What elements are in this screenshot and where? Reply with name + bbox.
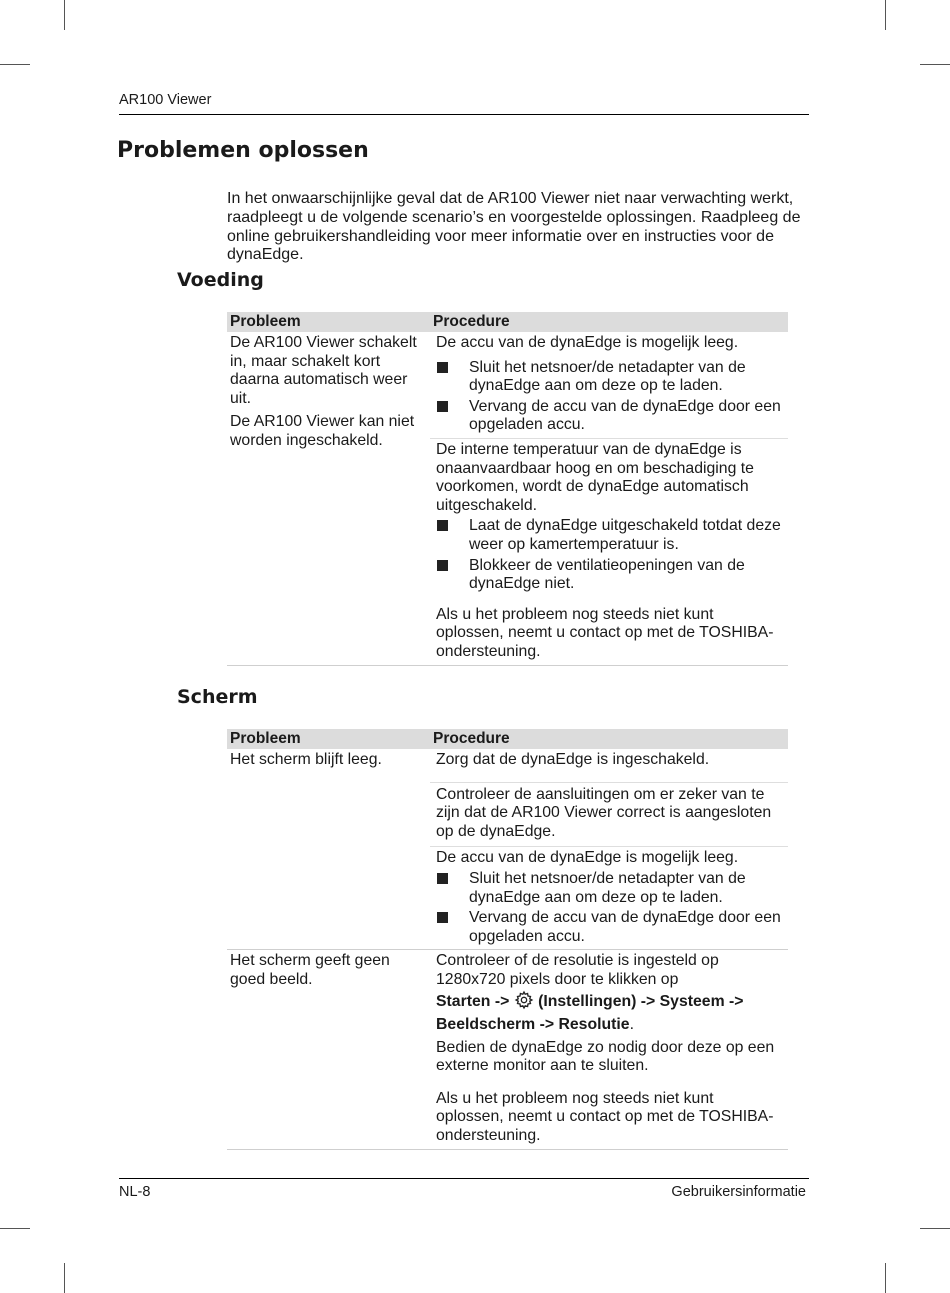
problem-cell [227, 332, 430, 665]
list-item [436, 398, 782, 435]
problem-text: Het scherm blijft leeg. [230, 751, 382, 768]
list-item-text: Blokkeer de ventilatieopeningen van de dynaEdge niet. [469, 556, 745, 593]
square-bullet-icon [437, 520, 448, 531]
square-bullet-icon [437, 560, 448, 571]
list-item [436, 909, 782, 946]
procedure-text: Zorg dat de dynaEdge is ingeschakeld. [436, 751, 710, 768]
list-item-text: Vervang de accu van de dynaEdge door een opgeladen accu. [469, 909, 781, 945]
problem-text: Het scherm geeft geen goed beeld. [230, 952, 390, 988]
list-item [436, 359, 782, 396]
section-heading-voeding: Voeding [177, 269, 264, 291]
crop-mark [64, 1263, 65, 1293]
intro-text: In het onwaarschijnlijke geval dat de AR100 Viewer niet naar verwachting werkt, raadpleegt u de volgende scenario’s en voorgestelde oplossingen. Raadpleeg de online gebruikershandleiding voor meer informatie over en instructies voor de dynaEdge. [227, 190, 801, 264]
list-item-text: Sluit het netsnoer/de netadapter van de dynaEdge aan om deze op te laden. [469, 358, 746, 395]
path-period: . [629, 1015, 634, 1033]
square-bullet-icon [437, 873, 448, 884]
running-header: AR100 Viewer [119, 92, 212, 108]
path-end: Beeldscherm -> Resolutie [436, 1015, 630, 1033]
table-header [227, 729, 788, 749]
column-header-procedure: Procedure [433, 313, 510, 330]
column-header-problem: Probleem [230, 313, 301, 330]
problem-text: De AR100 Viewer kan niet worden ingeschakeld. [230, 413, 415, 449]
contact-text: Als u het probleem nog steeds niet kunt oplossen, neemt u contact op met de TOSHIBA-ondersteuning. [436, 1089, 774, 1144]
voeding-table [227, 312, 788, 666]
table-header [227, 312, 788, 332]
section-heading-scherm: Scherm [177, 686, 258, 708]
procedure-text: Bedien de dynaEdge zo nodig door deze op een externe monitor aan te sluiten. [436, 1038, 775, 1075]
procedure-text: De interne temperatuur van de dynaEdge is onaanvaardbaar hoog en om beschadiging te voorkomen, wordt de dynaEdge automatisch uitgeschakeld. [436, 440, 754, 514]
footer-rule [119, 1178, 809, 1179]
procedure-text: De accu van de dynaEdge is mogelijk leeg. [436, 849, 739, 867]
procedure-text: Controleer de aansluitingen om er zeker van te zijn dat de AR100 Viewer correct is aangesloten op de dynaEdge. [436, 785, 772, 840]
procedure-cell [430, 847, 788, 949]
procedure-cell [430, 749, 788, 783]
list-item-text: Sluit het netsnoer/de netadapter van de dynaEdge aan om deze op te laden. [469, 869, 746, 906]
procedure-cell [430, 332, 788, 439]
crop-mark [885, 0, 886, 30]
bullet-list [436, 870, 782, 946]
page-number: NL-8 [119, 1184, 151, 1200]
header-rule [119, 114, 809, 115]
table-row [227, 332, 788, 666]
intro-paragraph [227, 190, 807, 265]
list-item [436, 517, 782, 554]
list-item [436, 870, 782, 907]
bullet-list [436, 359, 782, 435]
procedure-cell [430, 950, 788, 1148]
problem-text: De AR100 Viewer schakelt in, maar schakelt kort daarna automatisch weer uit. [230, 334, 417, 407]
procedure-cell [430, 783, 788, 848]
procedure-cells [430, 749, 788, 949]
crop-mark [920, 1228, 950, 1229]
crop-mark [64, 0, 65, 30]
settings-path [436, 990, 782, 1036]
path-start: Starten -> [436, 992, 510, 1010]
gear-icon [514, 990, 534, 1010]
table-row [227, 950, 788, 1149]
square-bullet-icon [437, 912, 448, 923]
problem-cell [227, 950, 430, 1148]
problem-cell [227, 749, 430, 949]
procedure-cells [430, 950, 788, 1148]
page-title: Problemen oplossen [117, 138, 369, 163]
square-bullet-icon [437, 362, 448, 373]
procedure-cells [430, 332, 788, 665]
procedure-cell [430, 439, 788, 665]
list-item [436, 557, 782, 594]
table-row [227, 749, 788, 950]
square-bullet-icon [437, 401, 448, 412]
procedure-text: De accu van de dynaEdge is mogelijk leeg. [436, 334, 739, 351]
crop-mark [0, 1228, 30, 1229]
crop-mark [920, 64, 950, 65]
contact-text: Als u het probleem nog steeds niet kunt oplossen, neemt u contact op met de TOSHIBA-ondersteuning. [436, 605, 774, 660]
column-header-problem: Probleem [230, 730, 301, 747]
footer-section: Gebruikersinformatie [671, 1184, 806, 1200]
path-settings: (Instellingen) -> Systeem -> [538, 992, 744, 1010]
list-item-text: Laat de dynaEdge uitgeschakeld totdat deze weer op kamertemperatuur is. [469, 517, 781, 553]
crop-mark [885, 1263, 886, 1293]
column-header-procedure: Procedure [433, 730, 510, 747]
procedure-text: Controleer of de resolutie is ingesteld op 1280x720 pixels door te klikken op [436, 952, 719, 988]
list-item-text: Vervang de accu van de dynaEdge door een opgeladen accu. [469, 397, 781, 434]
bullet-list [436, 517, 782, 593]
crop-mark [0, 64, 30, 65]
scherm-table [227, 729, 788, 1150]
